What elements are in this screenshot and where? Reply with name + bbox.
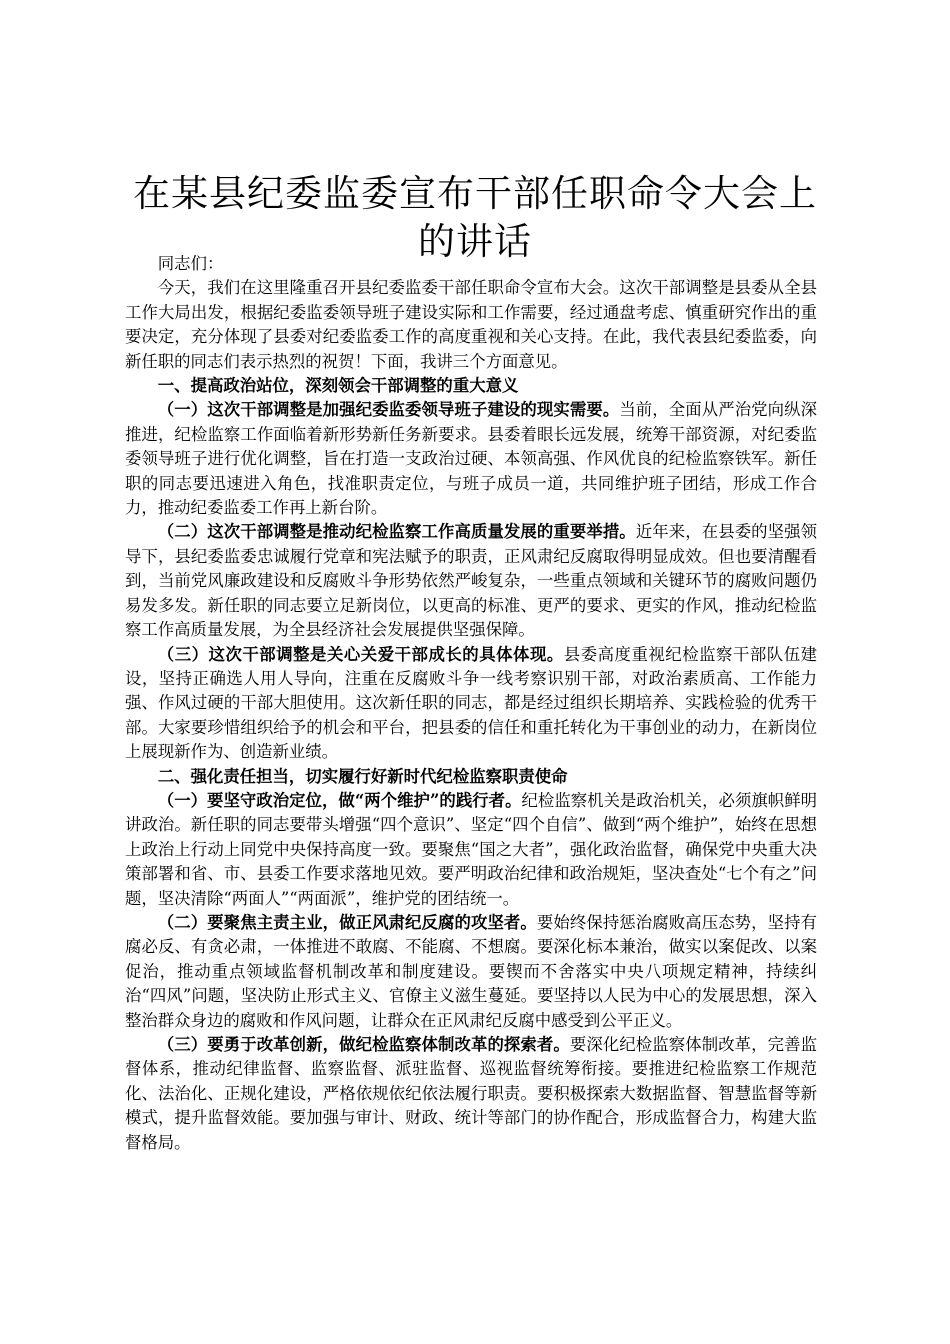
paragraph bbox=[125, 398, 817, 520]
paragraph bbox=[125, 1033, 817, 1155]
paragraph-text: 县委高度重视纪检监察干部队伍建设，坚持正确选人用人导向，注重在反腐败斗争一线考察识别干部，对政治素质高、工作能力强、作风过硬的干部大胆使用。这次新任职的同志，都是经过组织长期培养、实践检验的优秀干部。大家要珍惜组织给予的机会和平台，把县委的信任和重托转化为干事创业的动力，在新岗位上展现新作为、创造新业绩。 bbox=[125, 644, 818, 762]
salutation: 同志们： bbox=[157, 254, 224, 273]
paragraph-text: 当前，全面从严治党向纵深推进，纪检监察工作面临着新形势新任务新要求。县委着眼长远发展，统筹干部资源，对纪委监委领导班子进行优化调整，旨在打造一支政治过硬、本领高强、作风优良的纪检监察铁军。新任职的同志要迅速进入角色，找准职责定位，与班子成员一道，共同维护班子团结，形成工作合力，推动纪委监委工作再上新台阶。 bbox=[125, 400, 818, 518]
document-body bbox=[125, 252, 817, 1155]
paragraph-lead: （三）要勇于改革创新，做纪检监察体制改革的探索者。 bbox=[157, 1035, 570, 1054]
section-heading-2: 二、强化责任担当，切实履行好新时代纪检监察职责使命 bbox=[157, 766, 568, 786]
paragraph-lead: （二）这次干部调整是推动纪检监察工作高质量发展的重要举措。 bbox=[157, 522, 636, 542]
intro-paragraph: 今天，我们在这里隆重召开县纪委监委干部任职命令宣布大会。这次干部调整是县委从全县工作大局出发，根据纪委监委领导班子建设实际和工作需要，经过通盘考虑、慎重研究作出的重要决定，充分体现了县委对纪委监委工作的高度重视和关心支持。在此，我代表县纪委监委，向新任职的同志们表示热烈的祝贺！下面，我讲三个方面意见。 bbox=[125, 278, 817, 371]
paragraph-lead: （二）要聚焦主责主业，做正风肃纪反腐的攻坚者。 bbox=[157, 912, 537, 932]
paragraph bbox=[125, 520, 817, 642]
paragraph-lead: （三）这次干部调整是关心关爱干部成长的具体体现。 bbox=[157, 644, 564, 664]
paragraph-lead: （一）这次干部调整是加强纪委监委领导班子建设的现实需要。 bbox=[157, 400, 620, 420]
paragraph bbox=[125, 911, 817, 1033]
paragraph bbox=[125, 643, 817, 765]
paragraph-lead: （一）要坚守政治定位，做“两个维护”的践行者。 bbox=[157, 790, 522, 810]
paragraph bbox=[125, 789, 817, 911]
paragraph-text: 要深化纪检监察体制改革，完善监督体系，推动纪律监督、监察监督、派驻监督、巡视监督统筹衔接。要推进纪检监察工作规范化、法治化、正规化建设，严格依规依纪依法履行职责。要积极探索大数据监督、智慧监督等新模式，提升监督效能。要加强与审计、财政、统计等部门的协作配合，形成监督合力，构建大监督格局。 bbox=[125, 1035, 818, 1152]
paragraph-text: 纪检监察机关是政治机关，必须旗帜鲜明讲政治。新任职的同志要带头增强“四个意识”、坚定“四个自信”、做到“两个维护”，始终在思想上政治上行动上同党中央保持高度一致。要聚焦“国之大者”，强化政治监督，确保党中央重大决策部署和省、市、县委工作要求落地见效。要严明政治纪律和政治规矩，坚决查处“七个有之”问题，坚决清除“两面人”“两面派”，维护党的团结统一。 bbox=[125, 790, 818, 908]
paragraph-text: 要始终保持惩治腐败高压态势，坚持有腐必反、有贪必肃，一体推进不敢腐、不能腐、不想腐。要深化标本兼治，做实以案促改、以案促治，推动重点领域监督机制改革和制度建设。要锲而不舍落实中央八项规定精神，持续纠治“四风”问题，坚决防止形式主义、官僚主义滋生蔓延。要坚持以人民为中心的发展思想，深入整治群众身边的腐败和作风问题，让群众在正风肃纪反腐中感受到公平正义。 bbox=[125, 912, 817, 1030]
paragraph-text: 近年来，在县委的坚强领导下，县纪委监委忠诚履行党章和宪法赋予的职责，正风肃纪反腐取得明显成效。但也要清醒看到，当前党风廉政建设和反腐败斗争形势依然严峻复杂，一些重点领域和关键环节的腐败问题仍易发多发。新任职的同志要立足新岗位，以更高的标准、更严的要求、更实的作风，推动纪检监察工作高质量发展，为全县经济社会发展提供坚强保障。 bbox=[125, 522, 818, 640]
section-heading-1: 一、提高政治站位，深刻领会干部调整的重大意义 bbox=[157, 376, 519, 396]
document-title: 在某县纪委监委宣布干部任职命令大会上的讲话 bbox=[133, 172, 817, 263]
